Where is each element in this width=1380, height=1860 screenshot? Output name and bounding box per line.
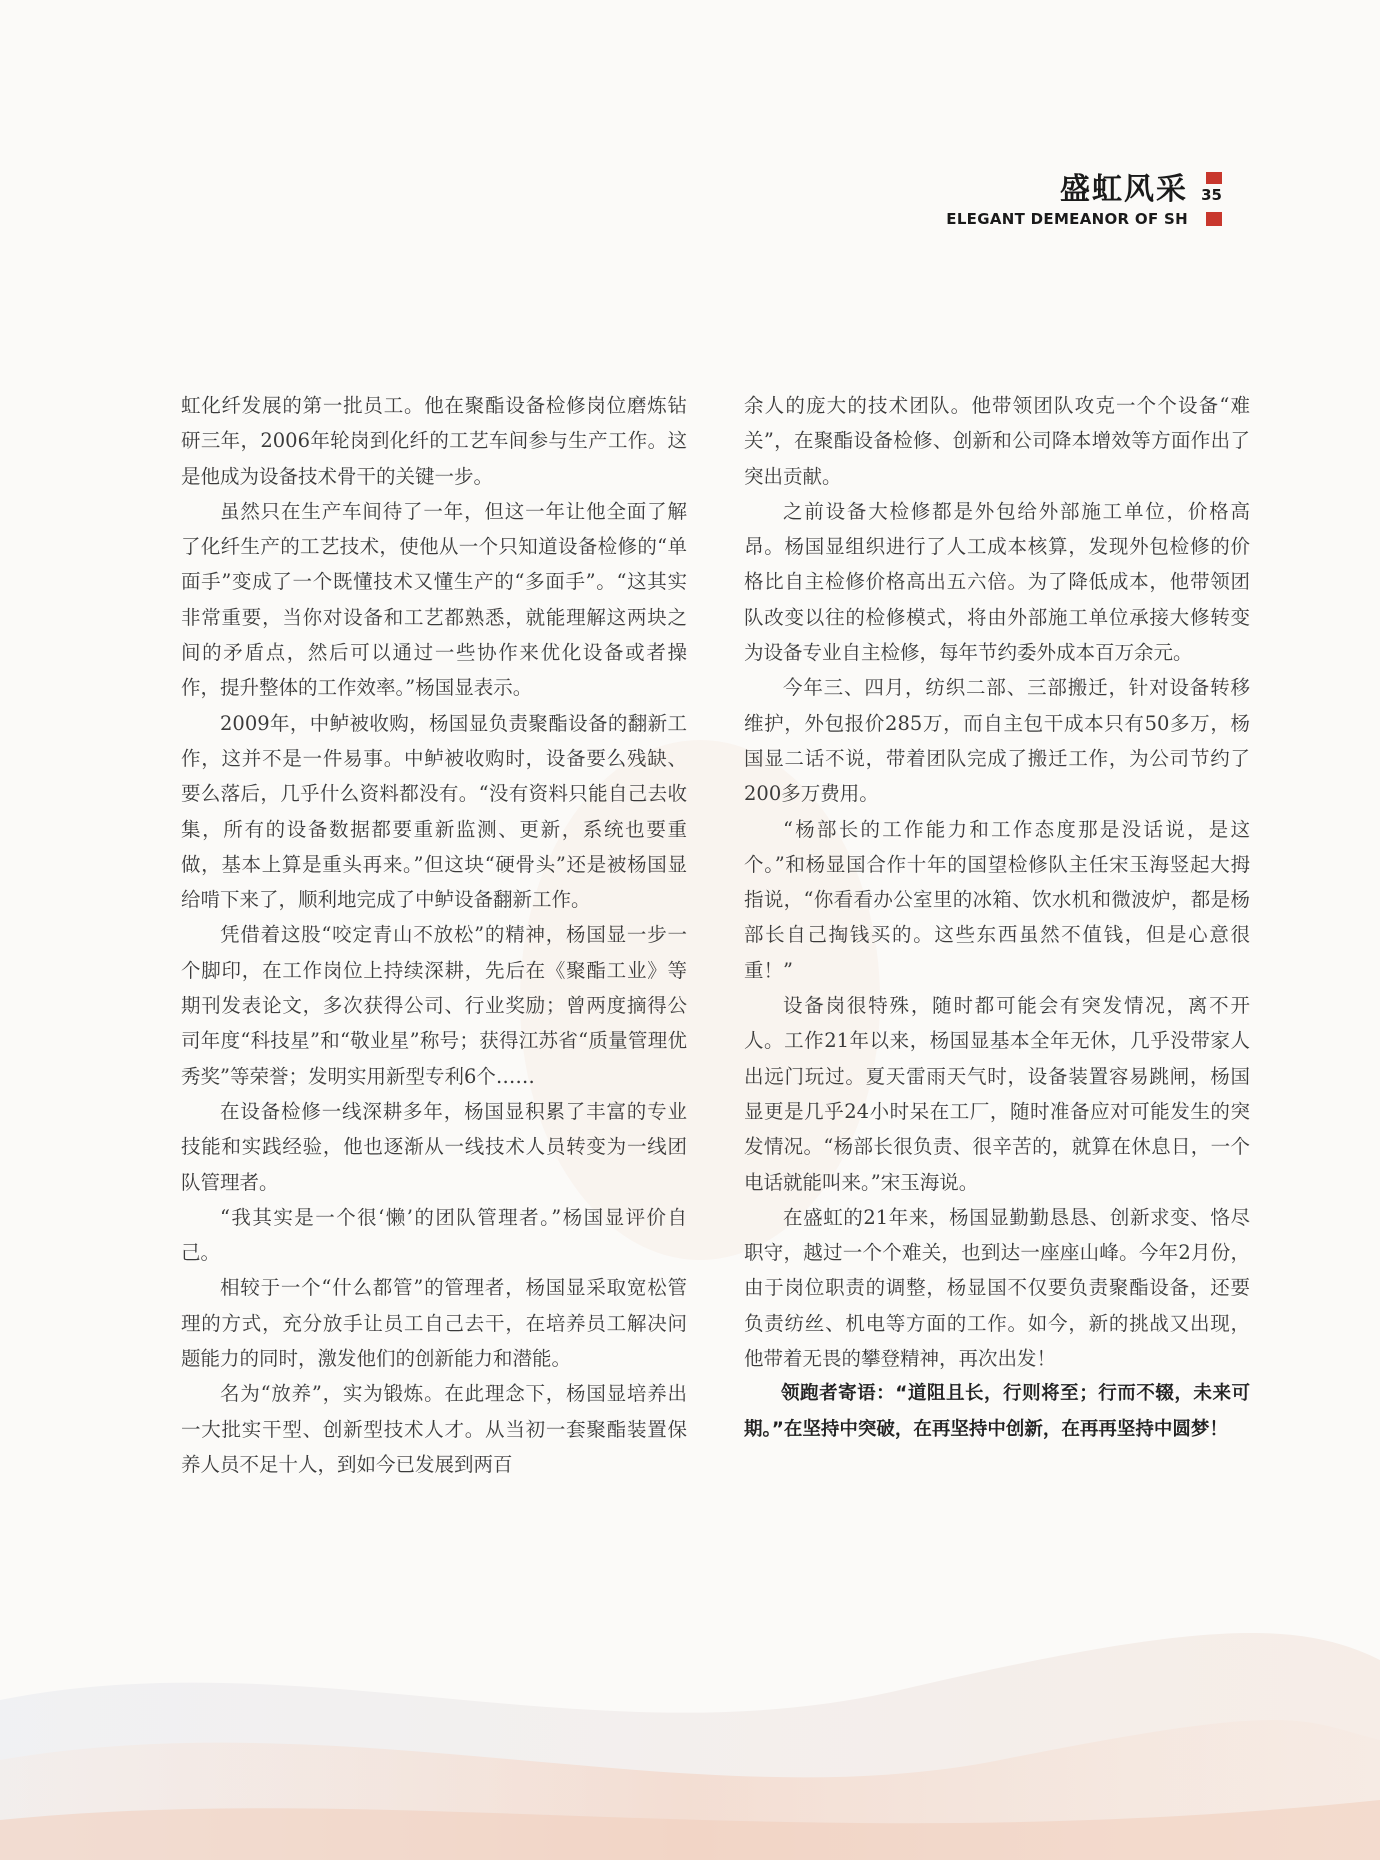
section-title: 盛虹风采 [1060,172,1188,207]
article-column-left [181,388,687,1482]
paragraph: “我其实是一个很‘懒’的团队管理者。”杨国显评价自己。 [181,1205,687,1265]
paragraph: 名为“放养”，实为锻炼。在此理念下，杨国显培养出一大批实干型、创新型技术人才。从当初一套聚酯装置保养人员不足十人，到如今已发展到两百 [181,1382,687,1476]
paragraph: 凭借着这股“咬定青山不放松”的精神，杨国显一步一个脚印，在工作岗位上持续深耕，先后在《聚酯工业》等期刊发表论文，多次获得公司、行业奖励；曾两度摘得公司年度“科技星”和“敬业星”称号；获得江苏省“质量管理优秀奖”等荣誉；发明实用新型专利6个…… [181,923,687,1088]
paragraph: 相较于一个“什么都管”的管理者，杨国显采取宽松管理的方式，充分放手让员工自己去干，在培养员工解决问题能力的同时，激发他们的创新能力和潜能。 [181,1276,687,1371]
closing-quote: 领跑者寄语：“道阻且长，行则将至；行而不辍，未来可期。”在坚持中突破，在再坚持中创新，在再再坚持中圆梦！ [744,1383,1250,1440]
paragraph: 在盛虹的21年来，杨国显勤勤恳恳、创新求变、恪尽职守，越过一个个难关，也到达一座座山峰。今年2月份，由于岗位职责的调整，杨显国不仅要负责聚酯设备，还要负责纺丝、机电等方面的工作。如今，新的挑战又出现，他带着无畏的攀登精神，再次出发！ [744,1205,1250,1371]
paragraph: 今年三、四月，纺织二部、三部搬迁，针对设备转移维护，外包报价285万，而自主包干成本只有50多万，杨国显二话不说，带着团队完成了搬迁工作，为公司节约了200多万费用。 [744,676,1250,806]
article-column-right [744,388,1250,1447]
page-number: 35 [1201,186,1222,204]
article-body [181,388,1251,1628]
paragraph: 虽然只在生产车间待了一年，但这一年让他全面了解了化纤生产的工艺技术，使他从一个只知道设备检修的“单面手”变成了一个既懂技术又懂生产的“多面手”。“这其实非常重要，当你对设备和工艺都熟悉，就能理解这两块之间的矛盾点，然后可以通过一些协作来优化设备或者操作，提升整体的工作效率。”杨国显表示。 [181,499,687,700]
paragraph: 设备岗很特殊，随时都可能会有突发情况，离不开人。工作21年以来，杨国显基本全年无休，几乎没带家人出远门玩过。夏天雷雨天气时，设备装置容易跳闸，杨国显更是几乎24小时呆在工厂，随时准备应对可能发生的突发情况。“杨部长很负责、很辛苦的，就算在休息日，一个电话就能叫来。”宋玉海说。 [744,994,1250,1194]
paragraph: 余人的庞大的技术团队。他带领团队攻克一个个设备“难关”，在聚酯设备检修、创新和公司降本增效等方面作出了突出贡献。 [744,394,1250,488]
paragraph: 2009年，中鲈被收购，杨国显负责聚酯设备的翻新工作，这并不是一件易事。中鲈被收购时，设备要么残缺、要么落后，几乎什么资料都没有。“没有资料只能自己去收集，所有的设备数据都要重新监测、更新，系统也要重做，基本上算是重头再来。”但这块“硬骨头”还是被杨国显给啃下来了，顺利地完成了中鲈设备翻新工作。 [181,711,687,912]
accent-mark-bottom [1206,212,1222,226]
paragraph: 虹化纤发展的第一批员工。他在聚酯设备检修岗位磨炼钻研三年，2006年轮岗到化纤的工艺车间参与生产工作。这是他成为设备技术骨干的关键一步。 [181,394,687,488]
paragraph: “杨部长的工作能力和工作态度那是没话说，是这个。”和杨显国合作十年的国望检修队主任宋玉海竖起大拇指说，“你看看办公室里的冰箱、饮水机和微波炉，都是杨部长自己掏钱买的。这些东西虽然不值钱，但是心意很重！” [744,817,1250,982]
paragraph: 之前设备大检修都是外包给外部施工单位，价格高昂。杨国显组织进行了人工成本核算，发现外包检修的价格比自主检修价格高出五六倍。为了降低成本，他带领团队改变以往的检修模式，将由外部施工单位承接大修转变为设备专业自主检修，每年节约委外成本百万余元。 [744,499,1250,665]
paragraph: 在设备检修一线深耕多年，杨国显积累了丰富的专业技能和实践经验，他也逐渐从一线技术人员转变为一线团队管理者。 [181,1099,687,1194]
section-subtitle: ELEGANT DEMEANOR OF SH [946,210,1188,228]
page-header [810,172,1230,232]
accent-mark-top [1206,172,1222,184]
